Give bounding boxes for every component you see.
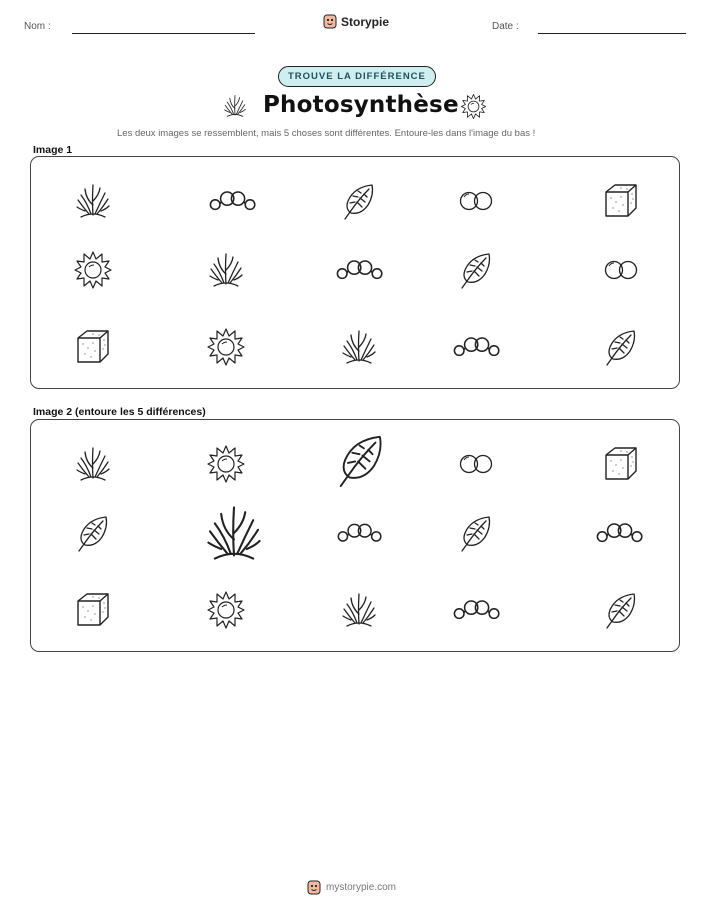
- molecule-icon[interactable]: [452, 586, 500, 634]
- image1-label: Image 1: [33, 144, 73, 156]
- coral-icon[interactable]: [339, 590, 379, 630]
- image2-label: Image 2 (entoure les 5 différences): [33, 406, 206, 418]
- storypie-footer-logo-icon: [307, 880, 321, 895]
- sugar-cube-icon[interactable]: [73, 590, 113, 630]
- brand-name: Storypie: [341, 14, 390, 29]
- page-title: Photosynthèse: [263, 92, 459, 118]
- sugar-cube-icon: [601, 181, 641, 221]
- leaf-icon[interactable]: [456, 513, 496, 553]
- coral-icon: [206, 250, 246, 290]
- sun-deco-icon: [460, 93, 487, 125]
- molecule-icon[interactable]: [336, 510, 382, 556]
- date-field[interactable]: [538, 33, 686, 34]
- sun-icon[interactable]: [206, 590, 246, 630]
- storypie-logo-icon: [323, 14, 337, 29]
- sun-icon[interactable]: [206, 444, 246, 484]
- coral-icon: [339, 327, 379, 367]
- image1-panel: [30, 156, 680, 389]
- instructions: Les deux images se ressemblent, mais 5 choses sont différentes. Entoure-les dans l'image du bas !: [117, 128, 536, 139]
- name-label: Nom :: [24, 21, 51, 32]
- bubbles-icon: [456, 181, 496, 221]
- coral-deco-icon: [222, 93, 248, 124]
- molecule-icon: [208, 177, 256, 225]
- leaf-icon[interactable]: [73, 513, 113, 553]
- molecule-icon: [452, 323, 500, 371]
- footer-url[interactable]: mystorypie.com: [326, 882, 397, 893]
- leaf-icon: [339, 181, 379, 221]
- leaf-icon: [456, 250, 496, 290]
- bubbles-icon[interactable]: [456, 444, 496, 484]
- molecule-icon[interactable]: [595, 509, 643, 557]
- leaf-icon: [601, 327, 641, 367]
- brand: [323, 14, 389, 29]
- sun-icon: [206, 327, 246, 367]
- leaf-icon[interactable]: [601, 590, 641, 630]
- molecule-icon: [335, 246, 383, 294]
- bubbles-icon: [601, 250, 641, 290]
- coral-icon[interactable]: [202, 501, 266, 565]
- coral-icon: [73, 181, 113, 221]
- footer: [307, 880, 396, 895]
- coral-icon[interactable]: [73, 444, 113, 484]
- activity-badge: TROUVE LA DIFFÉRENCE: [278, 66, 436, 87]
- date-label: Date :: [492, 21, 519, 32]
- sugar-cube-icon: [73, 327, 113, 367]
- name-field[interactable]: [72, 33, 255, 34]
- sugar-cube-icon[interactable]: [601, 444, 641, 484]
- image2-panel[interactable]: [30, 419, 680, 652]
- leaf-icon[interactable]: [332, 431, 390, 489]
- sun-icon: [73, 250, 113, 290]
